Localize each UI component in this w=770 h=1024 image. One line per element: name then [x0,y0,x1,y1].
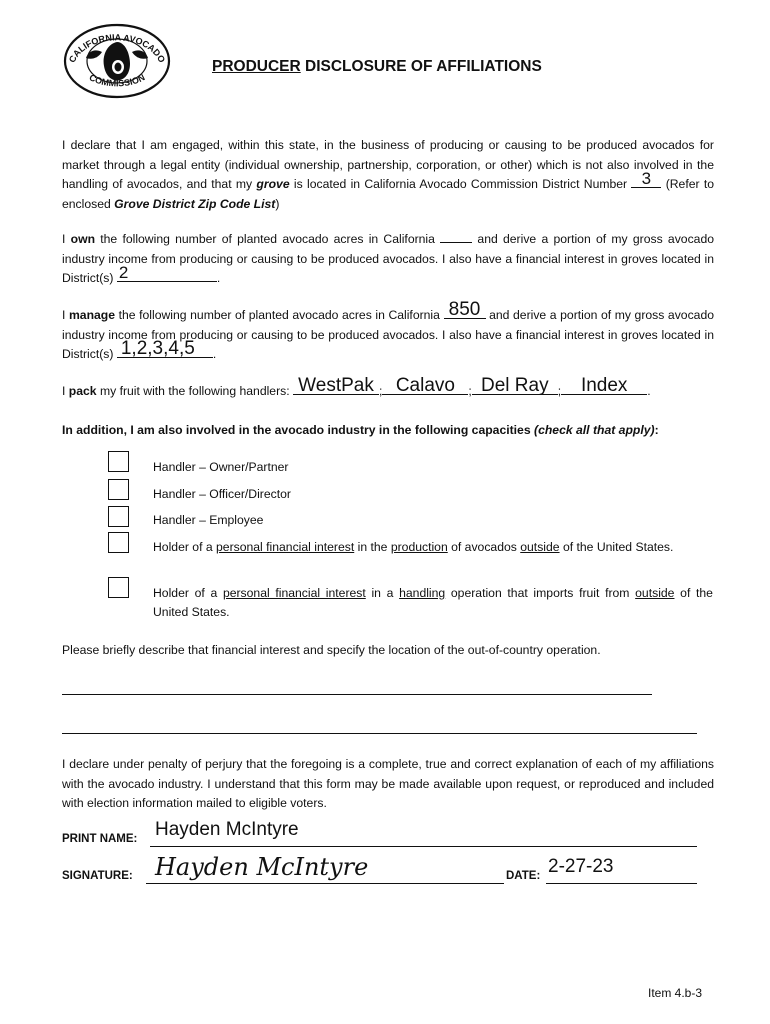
p3-manage: manage [68,308,116,322]
title-underlined: PRODUCER [212,58,301,75]
manage-paragraph [62,299,715,365]
o5-a: Holder of a [153,586,223,600]
checkbox-handling-interest[interactable] [108,577,129,598]
p2-a: I [62,232,71,246]
handler-value-1: WestPak [298,375,374,396]
p1-text: I declare that I am engaged, within this state, in the business of producing or causing to be produced avocados for market through a legal entity (individual ownership, partnership, corporation, or other) which is not also involved in the handling of avocados, and that my [62,138,714,191]
p2-d: . [216,271,221,285]
commission-logo [62,22,172,100]
own-districts-field[interactable] [117,263,217,282]
checkbox-handler-officer[interactable] [108,479,129,500]
title-rest: DISCLOSURE OF AFFILIATIONS [300,58,542,75]
p4-pack: pack [68,384,97,398]
p1-list: Grove District Zip Code List [114,196,276,211]
district-number-value: 3 [641,169,652,188]
checkbox-handler-employee[interactable] [108,506,129,527]
option-handler-owner: Handler – Owner/Partner [153,460,289,474]
o5-f: outside [635,586,675,600]
p1-text3: (Refer to enclosed [62,177,714,211]
item-number: Item 4.b-3 [648,986,703,1000]
handler-value-3: Del Ray [481,375,549,396]
pack-paragraph: I pack my fruit with the following handlers: WestPak ; Calavo ; Del Ray ; Index . [62,375,651,398]
p2-c: and derive a portion of my gross avocado industry income from producing or causing to be produced avocados. I also have a financial interest in groves located in District(s) [62,232,715,285]
p5-text: In addition, I am also involved in the avocado industry in the following capacities [62,423,535,437]
p3-c: and derive a portion of my gross avocado industry income from producing or causing to be produced avocados. I also have a financial interest in groves located in District(s) [62,308,715,361]
handler-value-4: Index [580,375,628,396]
own-acres-field[interactable] [440,230,472,243]
handler-field-1[interactable] [293,375,379,396]
o4-e: of avocados [447,540,521,554]
handler-value-2: Calavo [395,375,455,396]
checkbox-production-interest[interactable] [108,532,129,553]
o4-b: personal financial interest [216,540,355,554]
date-label: DATE: [506,870,541,882]
svg-text:COMMISSION: COMMISSION [87,72,147,89]
p1-grove: grove [256,177,290,191]
p2-b: the following number of planted avocado acres in California [95,232,441,246]
signature-value: Hayden McIntyre [155,853,369,881]
o5-b: personal financial interest [222,586,366,600]
manage-districts-value: 1,2,3,4,5 [120,338,195,359]
o4-a: Holder of a [153,540,217,554]
p4-a: I [62,384,69,398]
o4-c: in the [354,540,391,554]
option-handler-employee: Handler – Employee [153,513,264,527]
p4-b: my fruit with the following handlers: [96,384,294,398]
o5-e: operation that imports fruit from [445,586,636,600]
handler-field-4[interactable] [561,375,647,396]
option-handling-interest [153,584,713,622]
print-name-line[interactable] [150,846,697,847]
option-production-interest [153,538,713,557]
district-number-field[interactable] [631,169,661,188]
handler-field-2[interactable] [382,375,468,396]
checkbox-handler-owner[interactable] [108,451,129,472]
perjury-declaration: I declare under penalty of perjury that the foregoing is a complete, true and correct explanation of each of my affiliations with the avocado industry. I understand that this form may be made available upon request, or reproduced and included with election information mailed to eligible voters. [62,757,714,810]
own-paragraph [62,230,714,289]
manage-acres-value: 850 [448,299,481,320]
o4-f: outside [520,540,560,554]
o5-d: handling [399,586,446,600]
p2-own: own [70,232,96,246]
o4-d: production [390,540,448,554]
o5-c: in a [365,586,400,600]
p3-d: . [212,347,217,361]
p1-text2: is located in California Avocado Commission District Number [289,177,632,191]
o4-g: of the United States. [559,540,674,554]
svg-text:CALIFORNIA AVOCADO: CALIFORNIA AVOCADO [66,32,168,65]
describe-line-2[interactable] [62,733,697,734]
manage-districts-field[interactable] [117,338,213,359]
describe-line-1[interactable] [62,694,652,695]
date-value: 2-27-23 [548,856,614,877]
option-handler-officer: Handler – Officer/Director [153,487,291,501]
page-title [212,58,542,76]
o5-g: of the United States. [153,586,713,619]
p1-text4: ) [275,196,280,211]
handler-field-3[interactable] [472,375,558,396]
date-line[interactable] [546,883,697,884]
signature-line[interactable] [146,883,504,884]
p5-em: (check all that apply) [534,423,655,437]
p5-end: : [654,423,659,437]
describe-instruction: Please briefly describe that financial interest and specify the location of the out-of-country operation. [62,643,601,657]
p3-b: the following number of planted avocado acres in California [115,308,444,322]
own-districts-value: 2 [118,263,129,282]
p3-a: I [62,308,69,322]
print-name-label: PRINT NAME: [62,833,138,845]
manage-acres-field[interactable] [444,299,486,320]
print-name-value: Hayden McIntyre [155,819,299,840]
signature-label: SIGNATURE: [62,870,133,882]
capacities-heading [62,421,722,441]
declaration-paragraph [62,136,714,214]
